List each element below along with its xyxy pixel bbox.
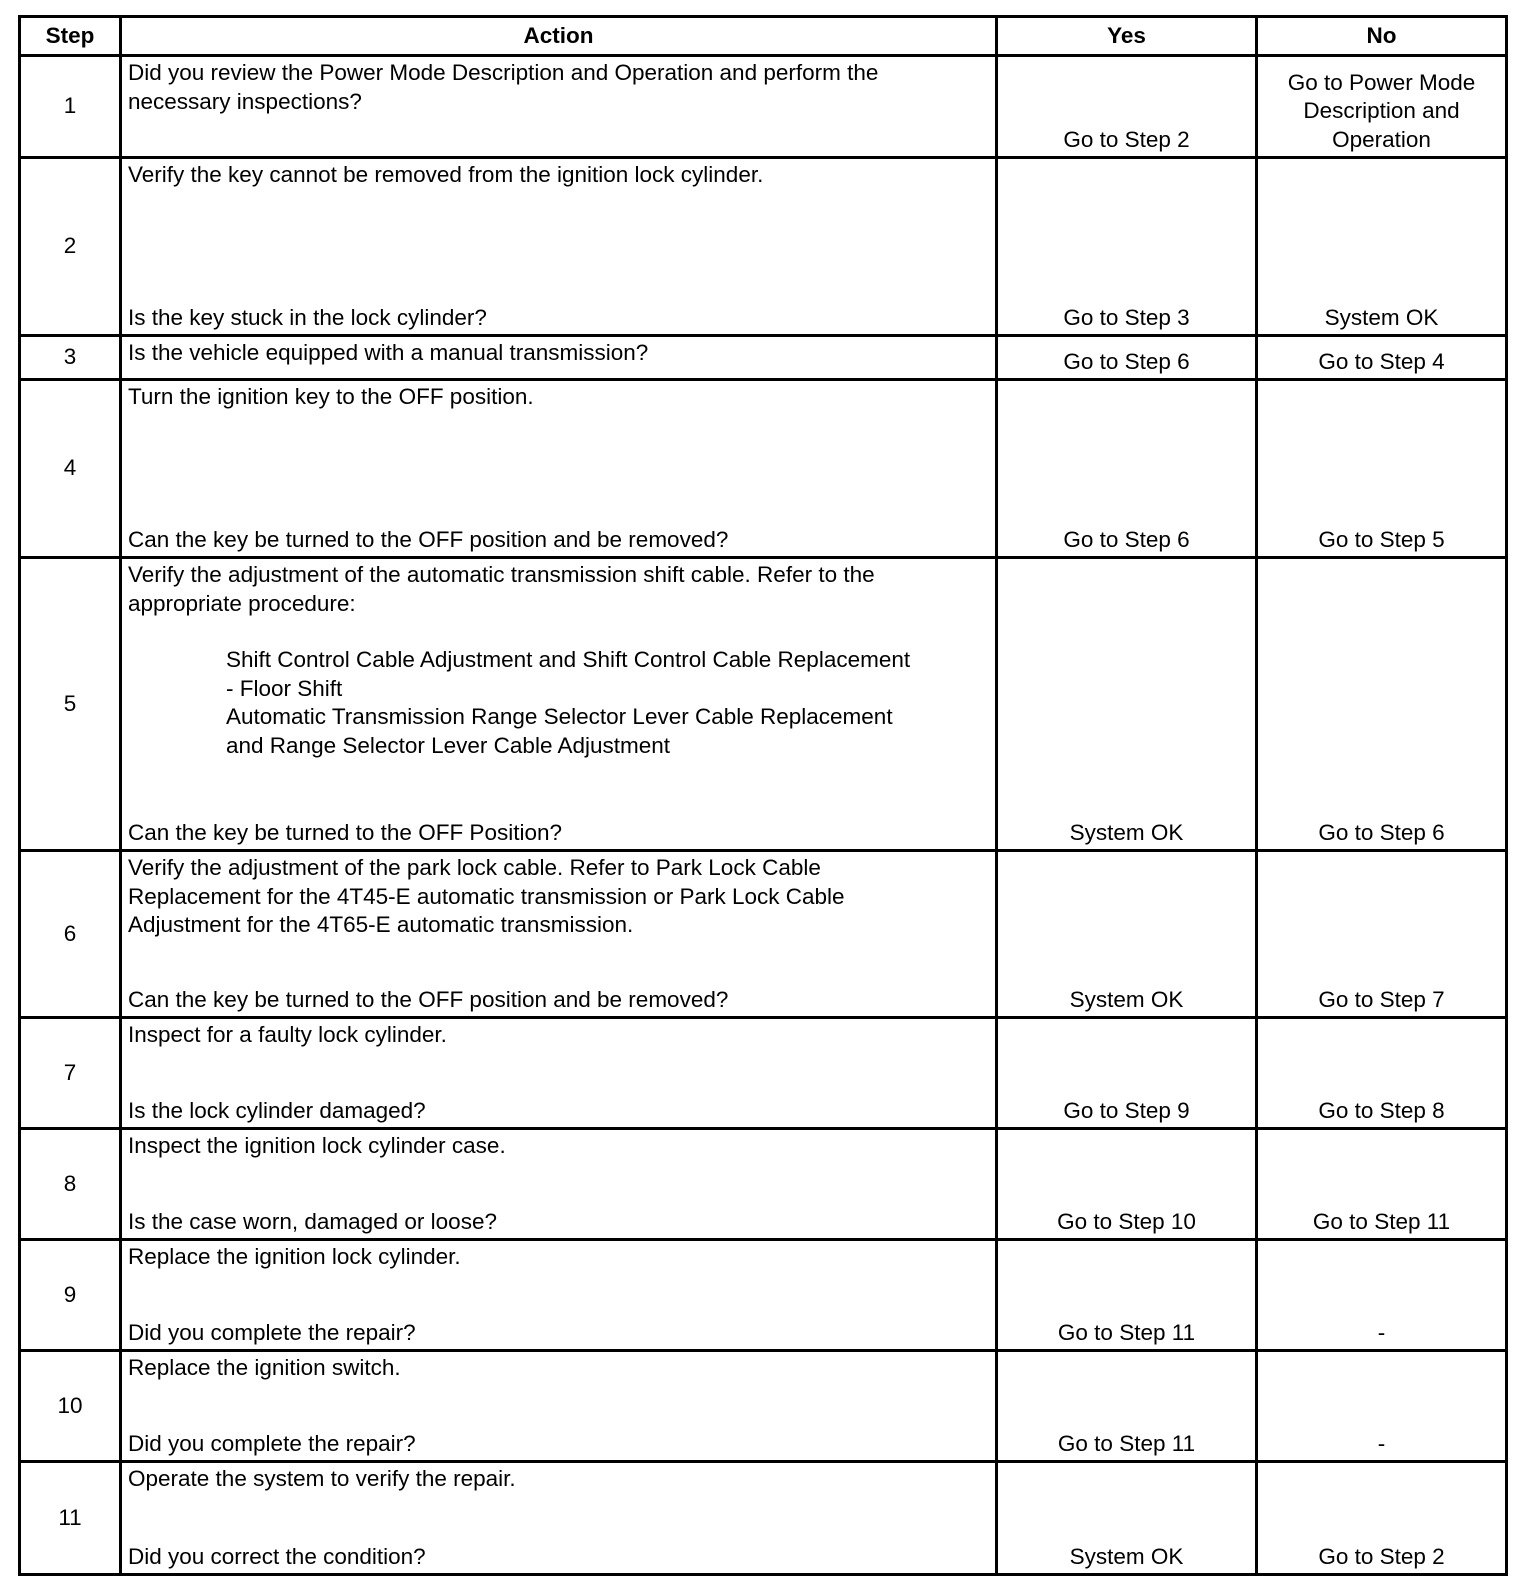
action-instruction: Verify the adjustment of the automatic transmission shift cable. Refer to the appropriate procedure: <box>128 562 875 616</box>
yes-result: System OK <box>997 558 1257 851</box>
yes-result: Go to Step 6 <box>997 336 1257 380</box>
table-row <box>20 56 1507 158</box>
yes-result: Go to Step 6 <box>997 380 1257 558</box>
no-result: Go to Step 7 <box>1257 851 1507 1018</box>
action-instruction: Did you review the Power Mode Description and Operation and perform the necessary inspections? <box>128 60 879 114</box>
step-number: 2 <box>20 158 121 336</box>
action-instruction: Verify the key cannot be removed from the ignition lock cylinder. <box>128 162 764 187</box>
step-number: 3 <box>20 336 121 380</box>
action-cell <box>121 1351 997 1462</box>
action-cell <box>121 1018 997 1129</box>
header-step: Step <box>20 17 121 56</box>
header-row <box>20 17 1507 56</box>
table-row <box>20 851 1507 1018</box>
action-question: Can the key be turned to the OFF Position? <box>128 819 562 845</box>
procedure-link[interactable]: Shift Control Cable Adjustment and Shift Control Cable Replacement - Floor Shift <box>226 647 911 701</box>
action-question: Can the key be turned to the OFF position and be removed? <box>128 986 729 1012</box>
no-result: - <box>1257 1240 1507 1351</box>
action-question: Is the key stuck in the lock cylinder? <box>128 304 487 330</box>
procedure-link[interactable]: Automatic Transmission Range Selector Lever Cable Replacement and Range Selector Lever Cable Adjustment <box>226 704 893 758</box>
action-question: Is the case worn, damaged or loose? <box>128 1208 497 1234</box>
yes-result: Go to Step 2 <box>997 56 1257 158</box>
step-number: 9 <box>20 1240 121 1351</box>
table-row <box>20 1462 1507 1575</box>
step-number: 7 <box>20 1018 121 1129</box>
step-number: 1 <box>20 56 121 158</box>
diagnostic-table <box>18 15 1508 1576</box>
header-no: No <box>1257 17 1507 56</box>
step-number: 5 <box>20 558 121 851</box>
action-cell <box>121 1240 997 1351</box>
table-row <box>20 1240 1507 1351</box>
table-row <box>20 158 1507 336</box>
step-number: 11 <box>20 1462 121 1575</box>
action-cell <box>121 158 997 336</box>
yes-result: Go to Step 11 <box>997 1240 1257 1351</box>
action-instruction: Is the vehicle equipped with a manual transmission? <box>128 340 649 365</box>
yes-result: Go to Step 11 <box>997 1351 1257 1462</box>
action-cell <box>121 380 997 558</box>
no-result: - <box>1257 1351 1507 1462</box>
yes-result: Go to Step 10 <box>997 1129 1257 1240</box>
header-action: Action <box>121 17 997 56</box>
table-row <box>20 1351 1507 1462</box>
table-row <box>20 1129 1507 1240</box>
no-result: Go to Step 8 <box>1257 1018 1507 1129</box>
action-instruction: Replace the ignition switch. <box>128 1355 401 1380</box>
table-row <box>20 1018 1507 1129</box>
yes-result: Go to Step 9 <box>997 1018 1257 1129</box>
no-result: Go to Step 2 <box>1257 1462 1507 1575</box>
no-result: Go to Step 5 <box>1257 380 1507 558</box>
action-instruction: Verify the adjustment of the park lock cable. Refer to Park Lock Cable Replacement for the 4T45-E automatic transmission or Park Lock Cable Adjustment for the 4T65-E automatic transmission. <box>128 855 845 937</box>
action-cell <box>121 1129 997 1240</box>
step-number: 10 <box>20 1351 121 1462</box>
yes-result: System OK <box>997 1462 1257 1575</box>
action-instruction: Turn the ignition key to the OFF position. <box>128 384 534 409</box>
action-question: Did you complete the repair? <box>128 1430 416 1456</box>
no-result: System OK <box>1257 158 1507 336</box>
action-question: Is the lock cylinder damaged? <box>128 1097 426 1123</box>
action-question: Can the key be turned to the OFF position and be removed? <box>128 526 729 552</box>
step-number: 4 <box>20 380 121 558</box>
action-cell <box>121 851 997 1018</box>
action-cell <box>121 336 997 380</box>
yes-result: System OK <box>997 851 1257 1018</box>
header-yes: Yes <box>997 17 1257 56</box>
table-row <box>20 336 1507 380</box>
table-row <box>20 380 1507 558</box>
no-result: Go to Power Mode Description and Operation <box>1257 56 1507 158</box>
action-instruction: Inspect for a faulty lock cylinder. <box>128 1022 447 1047</box>
table-row <box>20 558 1507 851</box>
procedure-list <box>128 646 989 760</box>
no-result: Go to Step 11 <box>1257 1129 1507 1240</box>
action-cell <box>121 56 997 158</box>
action-question: Did you complete the repair? <box>128 1319 416 1345</box>
step-number: 6 <box>20 851 121 1018</box>
no-result: Go to Step 4 <box>1257 336 1507 380</box>
yes-result: Go to Step 3 <box>997 158 1257 336</box>
action-instruction: Operate the system to verify the repair. <box>128 1466 516 1491</box>
no-result: Go to Step 6 <box>1257 558 1507 851</box>
action-cell <box>121 558 997 851</box>
action-instruction: Inspect the ignition lock cylinder case. <box>128 1133 506 1158</box>
step-number: 8 <box>20 1129 121 1240</box>
action-instruction: Replace the ignition lock cylinder. <box>128 1244 461 1269</box>
action-cell <box>121 1462 997 1575</box>
action-question: Did you correct the condition? <box>128 1543 426 1569</box>
